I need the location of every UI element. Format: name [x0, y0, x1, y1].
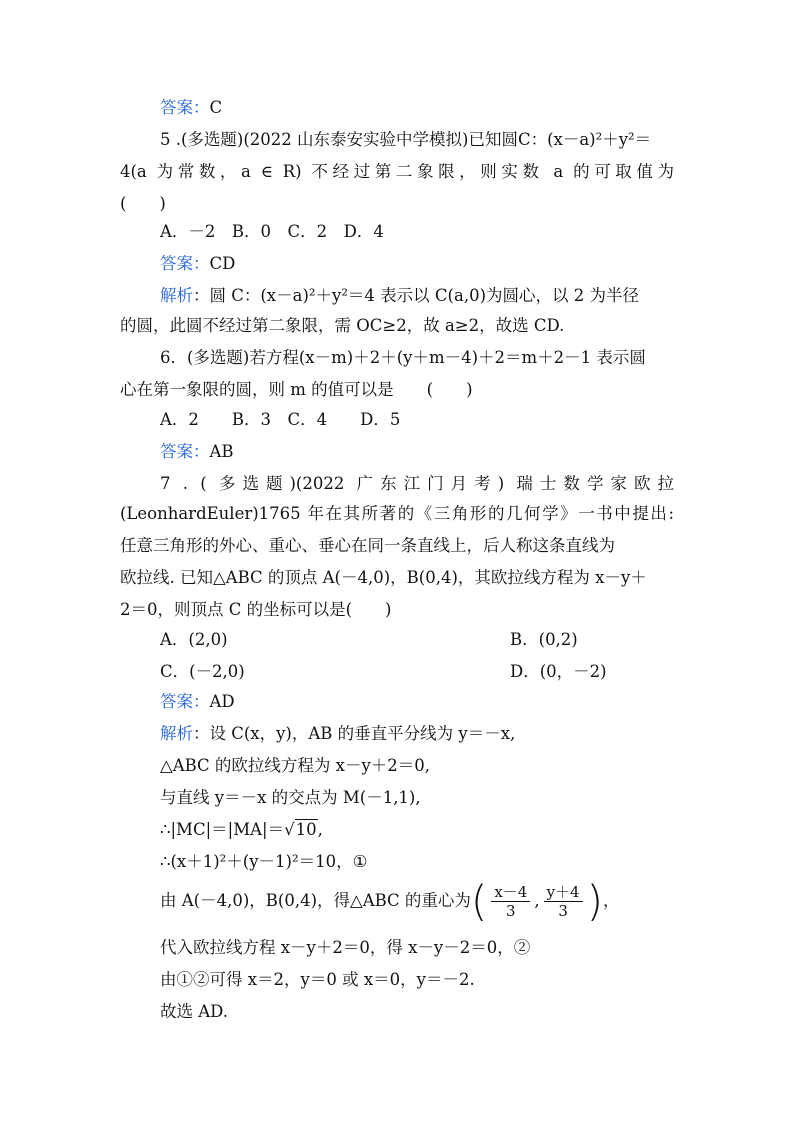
q6-options: A．2 B．3 C．4 D．5: [160, 410, 401, 429]
left-paren: (: [470, 876, 488, 926]
fraction-numerator: y＋4: [544, 883, 583, 902]
q7-line-4: 欧拉线. 已知△ABC 的顶点 A(－4,0)，B(0,4)，其欧拉线方程为 x－y＋: [120, 568, 647, 587]
equation-text: ∴|MC|＝|MA|＝: [160, 820, 285, 839]
punctuation: ,: [317, 820, 323, 839]
q5-explanation-2: 的圆，此圆不经过第二象限，需 OC≥2，故 a≥2，故选 CD.: [120, 316, 565, 335]
fraction-denominator: 3: [558, 902, 568, 920]
equation-text: 由 A(－4,0)，B(0,4)，得△ABC 的重心为: [160, 891, 471, 910]
q5-options: A．－2 B．0 C．2 D．4: [160, 222, 384, 241]
q7-explanation-7: 代入欧拉线方程 x－y＋2＝0，得 x－y－2＝0，②: [160, 938, 531, 957]
q7-answer: [160, 690, 235, 714]
q7-explanation-1: [160, 722, 515, 746]
q5-answer: [160, 252, 235, 276]
q5-explanation-1: [160, 284, 639, 308]
answer-value: CD: [209, 254, 236, 273]
explanation-label: 解析: [160, 286, 193, 305]
explanation-text: ：圆 C：(x－a)²＋y²＝4 表示以 C(a,0)为圆心，以 2 为半径: [193, 286, 639, 305]
q6-answer: [160, 440, 234, 464]
q7-line-3: 任意三角形的外心、重心、垂心在同一条直线上，后人称这条直线为: [120, 536, 615, 555]
fraction-y: [544, 883, 583, 920]
q6-line-2: 心在第一象限的圆，则 m 的值可以是 ( ): [120, 380, 473, 399]
fraction-denominator: 3: [506, 902, 516, 920]
q7-option-b: B．(0,2): [510, 630, 578, 649]
right-paren: ): [586, 876, 603, 926]
q7-option-d: D．(0，－2): [510, 662, 607, 681]
q5-line-2: 4(a 为常数，a ∈ R) 不经过第二象限，则实数 a 的可取值为: [120, 162, 674, 181]
q7-explanation-3: 与直线 y＝－x 的交点为 M(－1,1),: [160, 788, 421, 807]
fraction-numerator: x－4: [491, 883, 530, 902]
fraction-x: [491, 883, 530, 920]
answer-line-q4: [160, 96, 222, 120]
q7-option-a: A．(2,0): [160, 630, 228, 649]
answer-label: 答案：: [160, 692, 210, 711]
answer-value: AB: [209, 442, 234, 461]
answer-value: C: [209, 98, 223, 117]
q6-line-1: 6．(多选题)若方程(x－m)＋2＋(y＋m－4)＋2＝m＋2－1 表示圆: [160, 348, 646, 367]
q7-line-2: (LeonhardEuler)1765 年在其所著的《三角形的几何学》一书中提出:: [120, 504, 674, 523]
q7-explanation-2: △ABC 的欧拉线方程为 x－y＋2＝0,: [160, 756, 431, 775]
q7-option-c: C．(－2,0): [160, 662, 245, 681]
sqrt-symbol: √: [284, 820, 295, 839]
answer-label: 答案：: [160, 442, 210, 461]
q5-line-1: 5 .(多选题)(2022 山东泰安实验中学模拟)已知圆C：(x－a)²＋y²＝: [160, 130, 652, 149]
q7-explanation-5: ∴(x＋1)²＋(y－1)²＝10，①: [160, 852, 368, 871]
q7-line-5: 2＝0，则顶点 C 的坐标可以是( ): [120, 600, 392, 619]
q7-explanation-8: 由①②可得 x＝2，y＝0 或 x＝0，y＝－2.: [160, 970, 475, 989]
answer-value: AD: [209, 692, 235, 711]
q5-line-3: ( ): [120, 194, 166, 213]
q7-explanation-9: 故选 AD.: [160, 1002, 229, 1021]
punctuation: ，: [603, 891, 620, 910]
q7-line-1: 7 . ( 多选题)(2022 广东江门月考) 瑞士数学家欧拉: [160, 474, 674, 493]
comma: ,: [534, 891, 540, 910]
q7-explanation-6: [160, 878, 620, 924]
q7-explanation-4: [160, 818, 323, 842]
explanation-label: 解析: [160, 724, 193, 743]
answer-label: 答案：: [160, 254, 210, 273]
answer-label: 答案：: [160, 98, 210, 117]
sqrt-radicand: 10: [295, 820, 317, 839]
explanation-text: ：设 C(x，y)，AB 的垂直平分线为 y＝－x,: [193, 724, 516, 743]
